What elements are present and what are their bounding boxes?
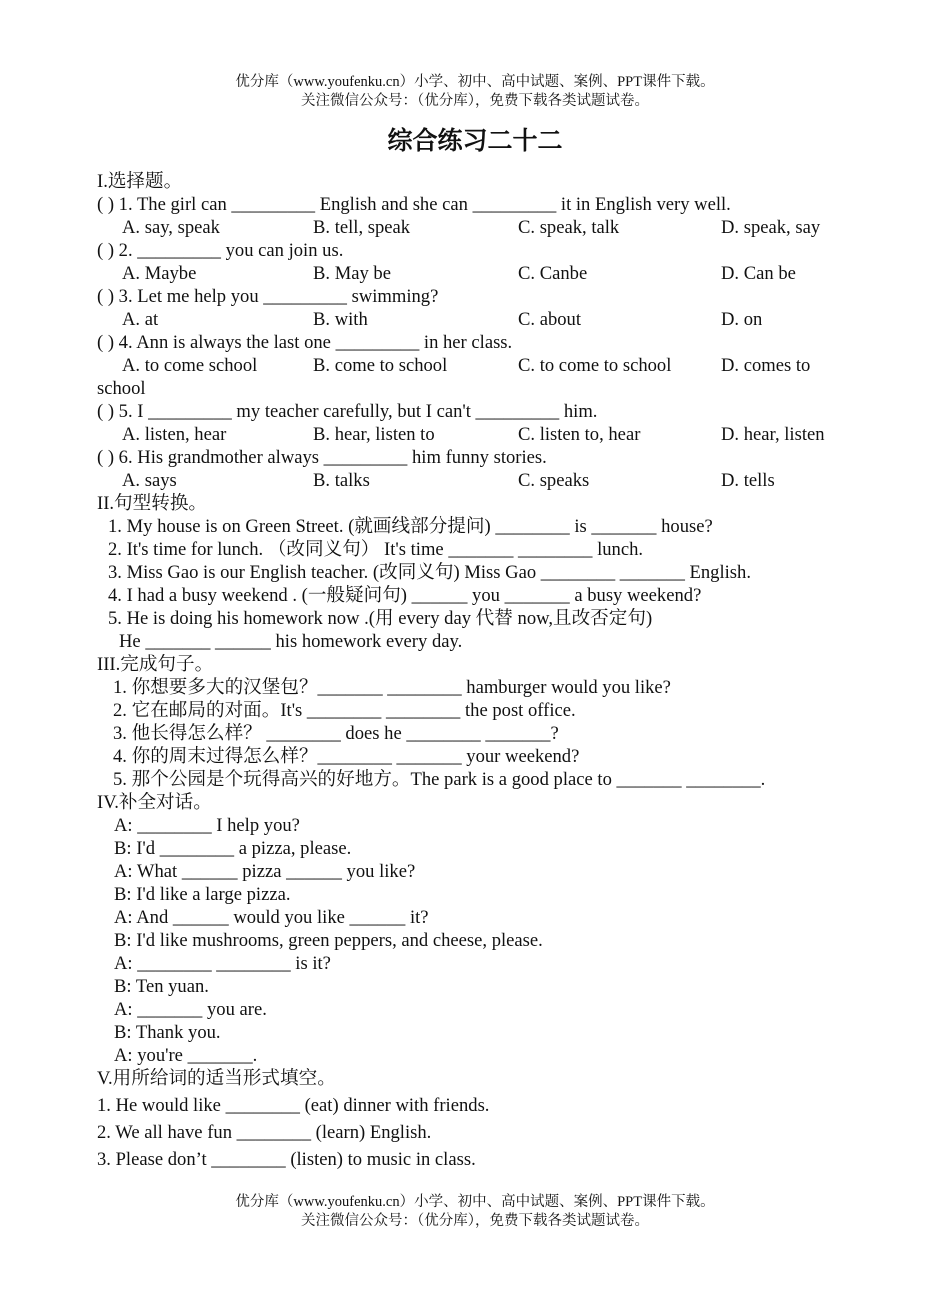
complete-line: 2. 它在邮局的对面。It's ________ ________ the post office. (113, 700, 576, 721)
option-d: D. comes to (721, 355, 811, 376)
option-d: D. Can be (721, 263, 796, 284)
transform-line: He _______ ______ his homework every day. (119, 631, 463, 652)
option-c: C. speaks (518, 470, 590, 491)
option-c: C. listen to, hear (518, 424, 641, 445)
dialogue-line: B: I'd like a large pizza. (114, 884, 291, 905)
question-1-options (97, 216, 857, 239)
option-b: B. come to school (313, 355, 448, 376)
option-d: D. tells (721, 470, 775, 491)
fill-line: 1. He would like ________ (eat) dinner with friends. (97, 1095, 490, 1116)
option-a: A. to come school (122, 355, 258, 376)
transform-line: 2. It's time for lunch. （改同义句） It's time _______ ________ lunch. (108, 539, 644, 560)
option-d: D. speak, say (721, 217, 821, 238)
question-4-options (97, 354, 857, 377)
option-c: C. about (518, 309, 582, 330)
page-title: 综合练习二十二 (387, 128, 563, 155)
dialogue-line: A: And ______ would you like ______ it? (114, 907, 429, 928)
question-6-stem: ( ) 6. His grandmother always _________ him funny stories. (97, 447, 547, 468)
fill-line: 2. We all have fun ________ (learn) English. (97, 1122, 432, 1143)
question-5-stem: ( ) 5. I _________ my teacher carefully, but I can't _________ him. (97, 401, 598, 422)
option-b: B. with (313, 309, 368, 330)
section-3-heading: III.完成句子。 (97, 654, 214, 675)
section-5-heading: V.用所给词的适当形式填空。 (97, 1068, 336, 1089)
question-4-stem: ( ) 4. Ann is always the last one _________ in her class. (97, 332, 513, 353)
footer-line-1: 优分库（www.youfenku.cn）小学、初中、高中试题、案例、PPT课件下载。 (235, 1194, 715, 1210)
question-2-options (97, 262, 857, 285)
complete-line: 1. 你想要多大的汉堡包？_______ ________ hamburger would you like? (113, 677, 671, 698)
option-d: D. hear, listen (721, 424, 825, 445)
option-c: C. Canbe (518, 263, 588, 284)
dialogue-line: A: you're _______. (114, 1045, 258, 1066)
transform-line: 4. I had a busy weekend . (一般疑问句) ______ you _______ a busy weekend? (108, 585, 702, 606)
transform-line: 5. He is doing his homework now .(用 every day 代替 now,且改否定句) (108, 608, 653, 629)
dialogue-line: A: What ______ pizza ______ you like? (114, 861, 416, 882)
question-1-stem: ( ) 1. The girl can _________ English and she can _________ it in English very well. (97, 194, 731, 215)
option-a: A. says (122, 470, 177, 491)
transform-line: 1. My house is on Green Street. (就画线部分提问) ________ is _______ house? (108, 516, 713, 537)
transform-line: 3. Miss Gao is our English teacher. (改同义句) Miss Gao ________ _______ English. (108, 562, 751, 583)
question-6-options (97, 469, 857, 492)
dialogue-line: B: Thank you. (114, 1022, 221, 1043)
dialogue-line: A: ________ ________ is it? (114, 953, 331, 974)
question-3-stem: ( ) 3. Let me help you _________ swimming? (97, 286, 439, 307)
footer-line-2: 关注微信公众号：（优分库），免费下载各类试题试卷。 (301, 1213, 649, 1229)
option-b: B. hear, listen to (313, 424, 435, 445)
section-4-heading: IV.补全对话。 (97, 792, 212, 813)
dialogue-line: B: I'd like mushrooms, green peppers, and cheese, please. (114, 930, 543, 951)
option-a: A. listen, hear (122, 424, 227, 445)
header-line-2: 关注微信公众号：（优分库），免费下载各类试题试卷。 (301, 93, 649, 109)
question-2-stem: ( ) 2. _________ you can join us. (97, 240, 344, 261)
option-d: D. on (721, 309, 763, 330)
question-3-options (97, 308, 857, 331)
option-b: B. tell, speak (313, 217, 411, 238)
option-a: A. at (122, 309, 159, 330)
option-c: C. speak, talk (518, 217, 620, 238)
page-footer (0, 1193, 950, 1231)
option-b: B. May be (313, 263, 391, 284)
dialogue-line: A: ________ I help you? (114, 815, 300, 836)
question-5-options (97, 423, 857, 446)
worksheet-body (97, 170, 857, 1173)
section-2-heading: II.句型转换。 (97, 493, 208, 514)
section-1-heading: I.选择题。 (97, 171, 183, 192)
option-a: A. say, speak (122, 217, 220, 238)
dialogue-line: B: I'd ________ a pizza, please. (114, 838, 352, 859)
option-b: B. talks (313, 470, 370, 491)
option-c: C. to come to school (518, 355, 672, 376)
question-4-option-wrap: school (97, 378, 146, 399)
complete-line: 5. 那个公园是个玩得高兴的好地方。The park is a good place to _______ ________. (113, 769, 766, 790)
dialogue-line: A: _______ you are. (114, 999, 267, 1020)
header-line-1: 优分库（www.youfenku.cn）小学、初中、高中试题、案例、PPT课件下载。 (235, 74, 715, 90)
complete-line: 3. 他长得怎么样？ ________ does he ________ _______? (113, 723, 559, 744)
dialogue-line: B: Ten yuan. (114, 976, 209, 997)
page-header (0, 73, 950, 111)
option-a: A. Maybe (122, 263, 197, 284)
fill-line: 3. Please don’t ________ (listen) to music in class. (97, 1149, 476, 1170)
complete-line: 4. 你的周末过得怎么样？________ _______ your weekend? (113, 746, 580, 767)
